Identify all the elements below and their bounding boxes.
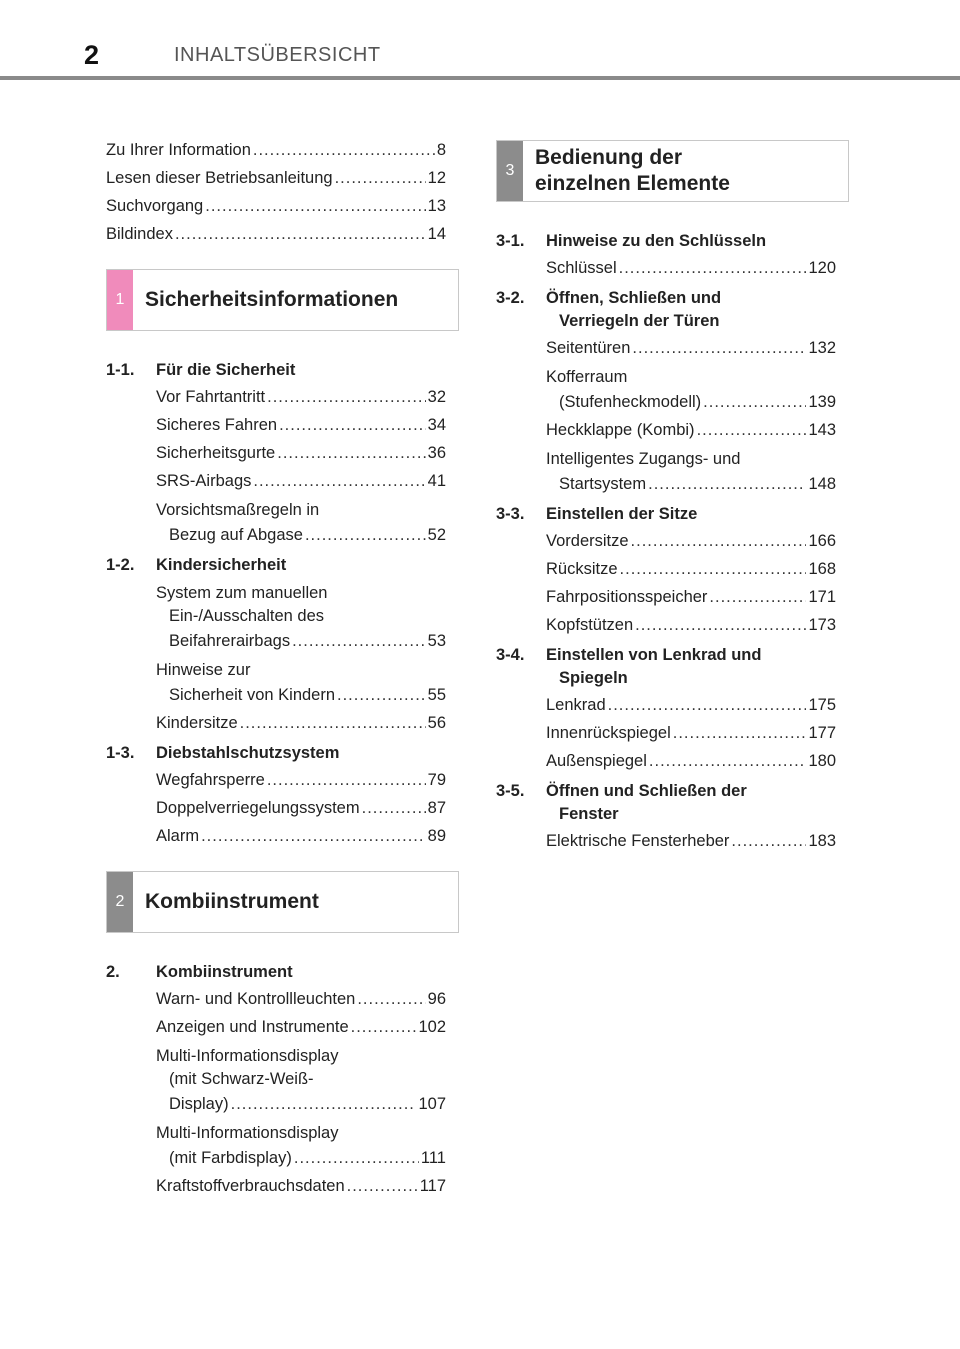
toc-entry[interactable]	[546, 690, 836, 718]
section-number: 3-4.	[496, 646, 525, 664]
entry-title: Elektrische Fensterheber	[546, 832, 730, 850]
entry-title: Doppelverriegelungssystem	[156, 799, 360, 817]
section-name: Kombiinstrument	[156, 963, 293, 981]
toc-entry[interactable]	[156, 821, 446, 849]
entry-page: 79	[427, 771, 446, 789]
entry-page: 102	[418, 1018, 446, 1036]
entry-page: 32	[427, 388, 446, 406]
entry-page: 183	[808, 832, 836, 850]
section-number: 2.	[106, 963, 120, 981]
entry-page: 107	[418, 1095, 446, 1113]
entry-page: 55	[427, 686, 446, 704]
entry-title: Vordersitze	[546, 532, 629, 550]
entry-title-line: Hinweise zur	[156, 661, 251, 679]
entry-title: Lesen dieser Betriebsanleitung	[106, 169, 333, 187]
entry-title-line: Multi-Informationsdisplay	[156, 1047, 339, 1065]
entry-title-line: Kofferraum	[546, 368, 628, 386]
toc-entry[interactable]	[106, 191, 446, 219]
toc-left-column	[106, 135, 446, 1199]
section-number: 1-1.	[106, 361, 135, 379]
entry-page: 41	[427, 472, 446, 490]
toc-entry[interactable]	[106, 135, 446, 163]
toc-entry-multiline[interactable]	[156, 582, 446, 654]
entry-page: 120	[808, 259, 836, 277]
entry-title: Anzeigen und Instrumente	[156, 1018, 349, 1036]
toc-entry[interactable]	[106, 219, 446, 247]
entry-title: Außenspiegel	[546, 752, 647, 770]
entry-title: Sicheres Fahren	[156, 416, 278, 434]
entry-title-line: Vorsichtsmaßregeln in	[156, 501, 320, 519]
section-number: 3-1.	[496, 232, 525, 250]
entry-title: Seitentüren	[546, 339, 631, 357]
entry-page: 13	[427, 197, 446, 215]
toc-entry[interactable]	[156, 466, 446, 494]
section-number: 3-5.	[496, 782, 525, 800]
entry-title: Bezug auf Abgase	[169, 526, 303, 544]
section-number: 3-3.	[496, 505, 525, 523]
entry-page: 96	[427, 990, 446, 1008]
section-number: 3-2.	[496, 289, 525, 307]
entry-title: Fahrpositionsspeicher	[546, 588, 708, 606]
entry-page: 177	[808, 724, 836, 742]
section-3-1[interactable]	[496, 230, 836, 253]
toc-entry-multiline[interactable]	[156, 1045, 446, 1117]
entry-page: 139	[808, 393, 836, 411]
entry-page: 168	[808, 560, 836, 578]
toc-entry[interactable]	[106, 163, 446, 191]
chapter-2-title: Kombiinstrument	[145, 890, 319, 913]
section-name: Öffnen, Schließen und	[546, 289, 722, 307]
toc-entry[interactable]	[546, 415, 836, 443]
chapter-1-tab: 1	[107, 270, 133, 330]
entry-page: 36	[427, 444, 446, 462]
chapter-3-title	[523, 145, 730, 197]
entry-page: 111	[420, 1149, 446, 1167]
entry-title-line: (mit Schwarz-Weiß-	[169, 1070, 314, 1088]
toc-entry[interactable]	[156, 793, 446, 821]
section-1-1[interactable]	[106, 359, 446, 382]
entry-title: Kraftstoffverbrauchsdaten	[156, 1177, 345, 1195]
entry-title: Wegfahrsperre	[156, 771, 265, 789]
toc-entry[interactable]	[156, 438, 446, 466]
toc-entry-multiline[interactable]	[546, 448, 836, 497]
page-number: 2	[84, 40, 100, 70]
entry-page: 87	[427, 799, 446, 817]
section-name: Fenster	[559, 805, 619, 823]
toc-entry[interactable]	[156, 984, 446, 1012]
entry-title-line: Multi-Informationsdisplay	[156, 1124, 339, 1142]
entry-title-line: System zum manuellen	[156, 584, 328, 602]
chapter-3-header[interactable]	[496, 140, 849, 202]
entry-title: Innenrückspiegel	[546, 724, 671, 742]
chapter-1-header[interactable]	[106, 269, 459, 331]
toc-entry[interactable]	[546, 826, 836, 854]
entry-title-line: Intelligentes Zugangs- und	[546, 450, 741, 468]
entry-title: Kopfstützen	[546, 616, 634, 634]
entry-page: 34	[427, 416, 446, 434]
section-1-2[interactable]	[106, 554, 446, 577]
toc-entry-multiline[interactable]	[546, 366, 836, 415]
toc-entry[interactable]	[156, 382, 446, 410]
entry-page: 52	[427, 526, 446, 544]
toc-entry[interactable]	[546, 526, 836, 554]
entry-page: 8	[436, 141, 446, 159]
entry-title: Zu Ihrer Information	[106, 141, 251, 159]
section-name: Einstellen der Sitze	[546, 505, 698, 523]
header-title: INHALTSÜBERSICHT	[174, 44, 381, 66]
entry-title: Beifahrerairbags	[169, 632, 291, 650]
entry-page: 89	[427, 827, 446, 845]
entry-title: Kindersitze	[156, 714, 238, 732]
section-number: 1-2.	[106, 556, 135, 574]
entry-title: Startsystem	[559, 475, 647, 493]
toc-entry-multiline[interactable]	[156, 499, 446, 548]
entry-page: 56	[427, 714, 446, 732]
section-name: Einstellen von Lenkrad und	[546, 646, 762, 664]
entry-page: 180	[808, 752, 836, 770]
section-name: Kindersicherheit	[156, 556, 287, 574]
entry-page: 148	[808, 475, 836, 493]
entry-title: Lenkrad	[546, 696, 606, 714]
toc-entry[interactable]	[156, 1171, 446, 1199]
entry-title: Sicherheit von Kindern	[169, 686, 336, 704]
toc-entry[interactable]	[156, 708, 446, 736]
toc-entry-multiline[interactable]	[156, 1122, 446, 1171]
section-2[interactable]	[106, 961, 446, 984]
chapter-3-title-line: einzelnen Elemente	[535, 172, 730, 195]
chapter-2-header[interactable]	[106, 871, 459, 933]
toc-entry-multiline[interactable]	[156, 659, 446, 708]
toc-entry[interactable]	[546, 610, 836, 638]
entry-page: 117	[419, 1177, 446, 1195]
entry-page: 53	[427, 632, 446, 650]
chapter-1-title: Sicherheitsinformationen	[145, 288, 399, 311]
section-3-5[interactable]	[496, 780, 836, 826]
entry-title-line: Ein-/Ausschalten des	[169, 607, 325, 625]
entry-title: Display)	[169, 1095, 229, 1113]
entry-page: 132	[808, 339, 836, 357]
chapter-2-tab: 2	[107, 872, 133, 932]
section-name: Öffnen und Schließen der	[546, 782, 747, 800]
entry-title: Warn- und Kontrollleuchten	[156, 990, 356, 1008]
section-number: 1-3.	[106, 744, 135, 762]
toc-entry[interactable]	[546, 253, 836, 281]
section-name: Diebstahlschutzsystem	[156, 744, 340, 762]
toc-entry[interactable]	[156, 765, 446, 793]
entry-title: (mit Farbdisplay)	[169, 1149, 292, 1167]
section-3-3[interactable]	[496, 503, 836, 526]
toc-entry[interactable]	[546, 746, 836, 774]
toc-entry[interactable]	[546, 554, 836, 582]
entry-page: 12	[427, 169, 446, 187]
entry-page: 14	[427, 225, 446, 243]
toc-entry[interactable]	[546, 718, 836, 746]
entry-page: 171	[808, 588, 836, 606]
toc-right-column	[496, 140, 836, 854]
entry-page: 175	[808, 696, 836, 714]
section-name: Spiegeln	[559, 669, 628, 687]
entry-page: 173	[808, 616, 836, 634]
entry-title: (Stufenheckmodell)	[559, 393, 702, 411]
entry-title: Rücksitze	[546, 560, 618, 578]
toc-entry[interactable]	[156, 410, 446, 438]
section-3-4[interactable]	[496, 644, 836, 690]
section-name: Verriegeln der Türen	[559, 312, 720, 330]
section-name: Hinweise zu den Schlüsseln	[546, 232, 767, 250]
chapter-3-title-line: Bedienung der	[535, 146, 683, 169]
entry-page: 166	[808, 532, 836, 550]
chapter-3-tab: 3	[497, 141, 523, 201]
entry-page: 143	[808, 421, 836, 439]
entry-title: Suchvorgang	[106, 197, 204, 215]
entry-title: Schlüssel	[546, 259, 617, 277]
entry-title: Bildindex	[106, 225, 173, 243]
entry-title: SRS-Airbags	[156, 472, 252, 490]
toc-entry[interactable]	[156, 1012, 446, 1040]
entry-title: Sicherheitsgurte	[156, 444, 276, 462]
entry-title: Alarm	[156, 827, 200, 845]
header-rule	[0, 76, 960, 80]
toc-entry[interactable]	[546, 333, 836, 361]
section-name: Für die Sicherheit	[156, 361, 296, 379]
entry-title: Heckklappe (Kombi)	[546, 421, 695, 439]
section-3-2[interactable]	[496, 287, 836, 333]
entry-title: Vor Fahrtantritt	[156, 388, 266, 406]
toc-entry[interactable]	[546, 582, 836, 610]
section-1-3[interactable]	[106, 742, 446, 765]
